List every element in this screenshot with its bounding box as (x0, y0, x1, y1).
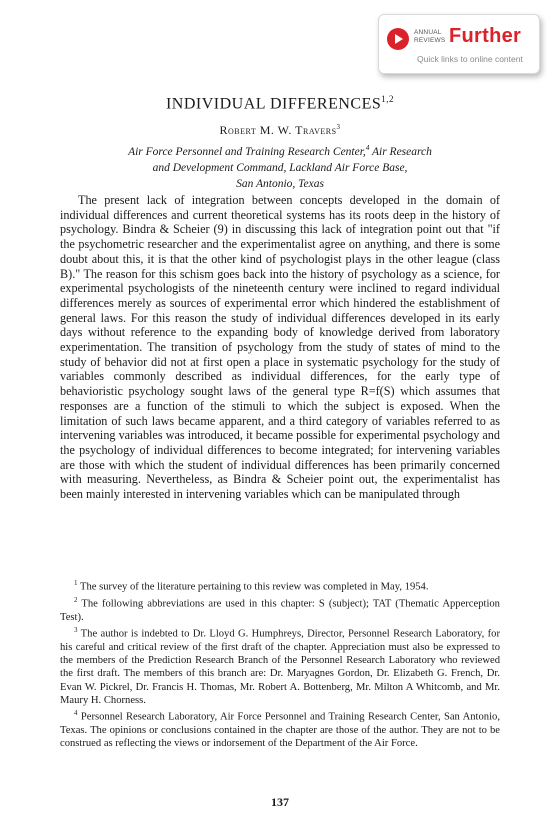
further-links-badge[interactable] (378, 14, 540, 74)
affiliation-line-1: Air Force Personnel and Training Research Center,$^4$ Air Research (128, 144, 432, 158)
title-text: INDIVIDUAL DIFFERENCES (165, 95, 382, 113)
annual-reviews-label: ANNUAL REVIEWS (414, 29, 446, 44)
footnote: $^3$ The author is indebted to Dr. Lloyd G. Humphreys, Director, Personnel Research Laboratory, for his careful and critical review of the first draft of the chapter. Appreciation must also be expressed to the members of the Prediction Research Branch of the Personnel Research Laboratory who reviewed the first draft. The members of this branch are: Dr. Maryagnes Gordon, Dr. Elizabeth G. French, Dr. Evan W. Pickrel, Dr. Francis H. Thomas, Mr. Robert A. Bottenberg, Mr. Milton A Whitcomb, and Mr. Maury H. Chorness. (60, 625, 500, 706)
body-text (60, 193, 500, 502)
affiliation-line-3: San Antonio, Texas (236, 177, 324, 190)
paragraph: The present lack of integration between concepts developed in the domain of individual differences and current theoretical systems has its roots deep in the history of psychology. Bindra & Scheier (9) in discussing this lack of integration point out that "if the psychometric researcher and the experimentalist agree on anything, and there is some doubt about this, it is that the other kind of psychologist plays in the other league (class B)." The reason for this schism goes back into the history of psychology as a science, for experimental psychologists of the nineteenth century were inclined to regard individual differences merely as sources of experimental error which hindered the establishment of general laws. For this reason the study of individual differences developed in its early days without reference to the expanding body of knowledge derived from laboratory experimentation. The transition of psychology from the study of states of mind to the study of behavior did not at first open a place in systematic psychology for the study of variables commonly described as individual differences, for the early type of behavioristic psychology sought laws of the general type R=f(S) which assumes that responses are a function of the stimuli to which the subject is exposed. When the limitation of such laws became apparent, and a third category of variables referred to as intervening variables was introduced, it became possible for experimental psychology and the psychology of individual differences to become integrated; for intervening variables are those with which the student of individual differences has been primarily concerned with measuring. Nevertheless, as Bindra & Scheier point out, the experimentalist has been mainly interested in intervening variables which can be manipulated through (60, 193, 500, 502)
affiliation (0, 140, 560, 192)
footnote: $^1$ The survey of the literature pertaining to this review was completed in May, 1954. (74, 579, 429, 593)
author-name: Robert M. W. Travers (219, 123, 337, 137)
author-footnote-mark: 3 (336, 123, 341, 131)
affiliation-line-2: and Development Command, Lackland Air Force Base, (152, 161, 408, 174)
further-label: Further (449, 25, 522, 47)
play-icon (387, 28, 409, 50)
further-tagline: Quick links to online content (417, 54, 523, 64)
footnote: $^2$ The following abbreviations are used in this chapter: S (subject); TAT (Thematic Apperception Test). (60, 595, 500, 623)
title-footnote-marks: 1,2 (381, 94, 395, 104)
affiliation-footnote-mark: 4 (365, 144, 370, 152)
author-line (0, 123, 560, 138)
page-number: 137 (271, 795, 289, 809)
footnote: $^4$ Personnel Research Laboratory, Air Force Personnel and Training Research Center, San Antonio, Texas. The opinions or conclusions contained in the chapter are those of the author. They are not to be construed as reflecting the views or indorsement of the Department of the Air Force. (60, 709, 500, 750)
article-title (0, 94, 560, 113)
footnotes (60, 577, 500, 751)
